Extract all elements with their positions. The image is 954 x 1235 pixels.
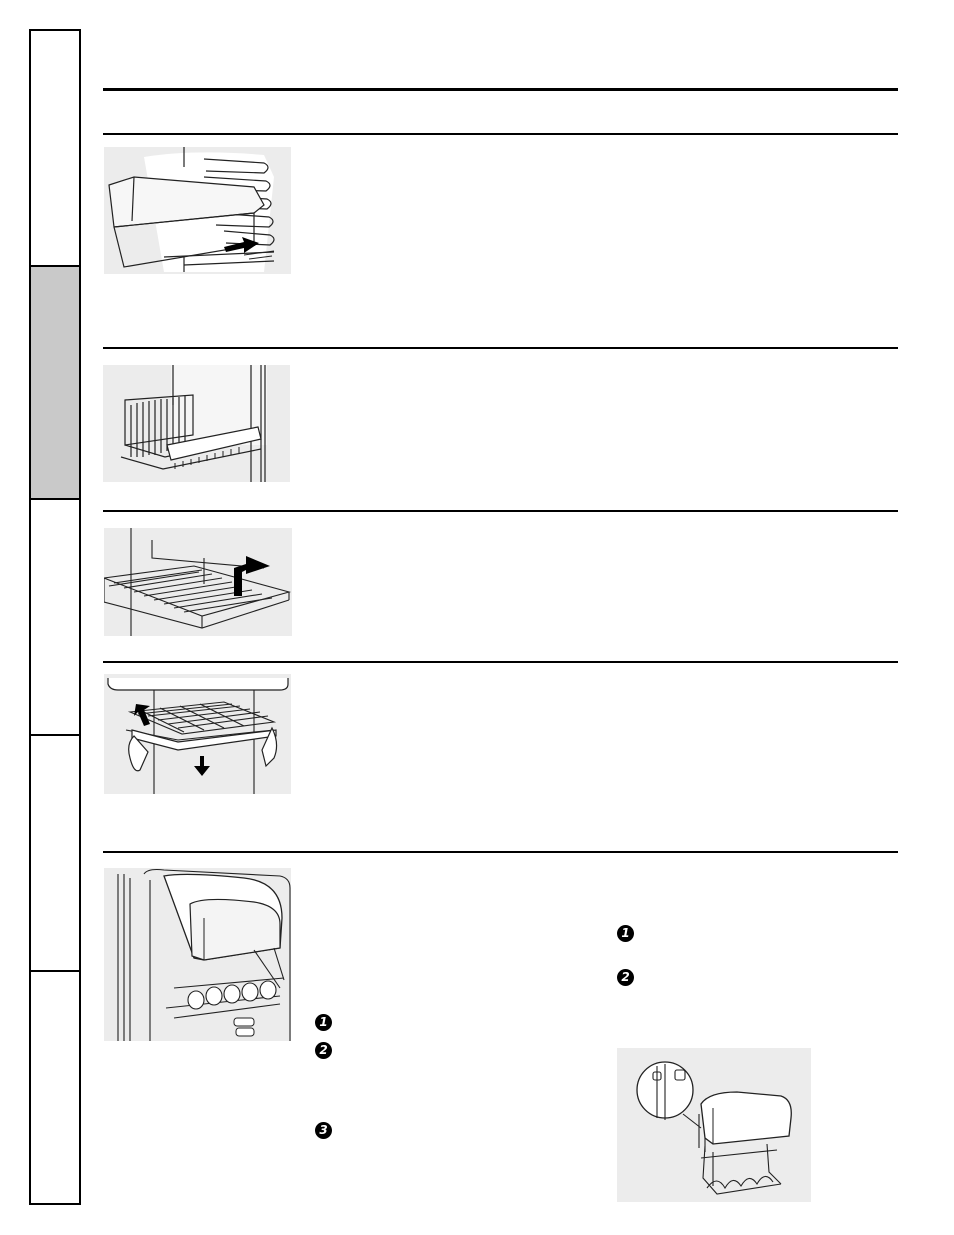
side-tab-1[interactable] [31,31,79,265]
section-divider [103,133,898,135]
step-2-marker: 2 [315,1042,332,1059]
side-tab-4[interactable] [31,734,79,970]
glass-shelf-slide-illustration [104,147,291,274]
can-rack-mounting-detail-illustration [617,1048,811,1202]
step-1-marker-right: 1 [617,925,634,942]
section-divider [103,851,898,853]
side-tab-2-active[interactable] [31,265,79,500]
wire-shelf-illustration [104,528,292,636]
section-divider [103,510,898,512]
door-bin-can-rack-illustration [104,868,291,1041]
section-divider [103,661,898,663]
header-rule [103,88,898,91]
wine-rack-illustration [103,365,290,482]
section-divider [103,347,898,349]
side-tab-strip [29,29,81,1205]
slide-out-shelf-illustration [104,674,291,794]
side-tab-3[interactable] [31,500,79,734]
step-2-marker-right: 2 [617,969,634,986]
side-tab-5[interactable] [31,970,79,1203]
step-1-marker: 1 [315,1014,332,1031]
step-3-marker: 3 [315,1122,332,1139]
